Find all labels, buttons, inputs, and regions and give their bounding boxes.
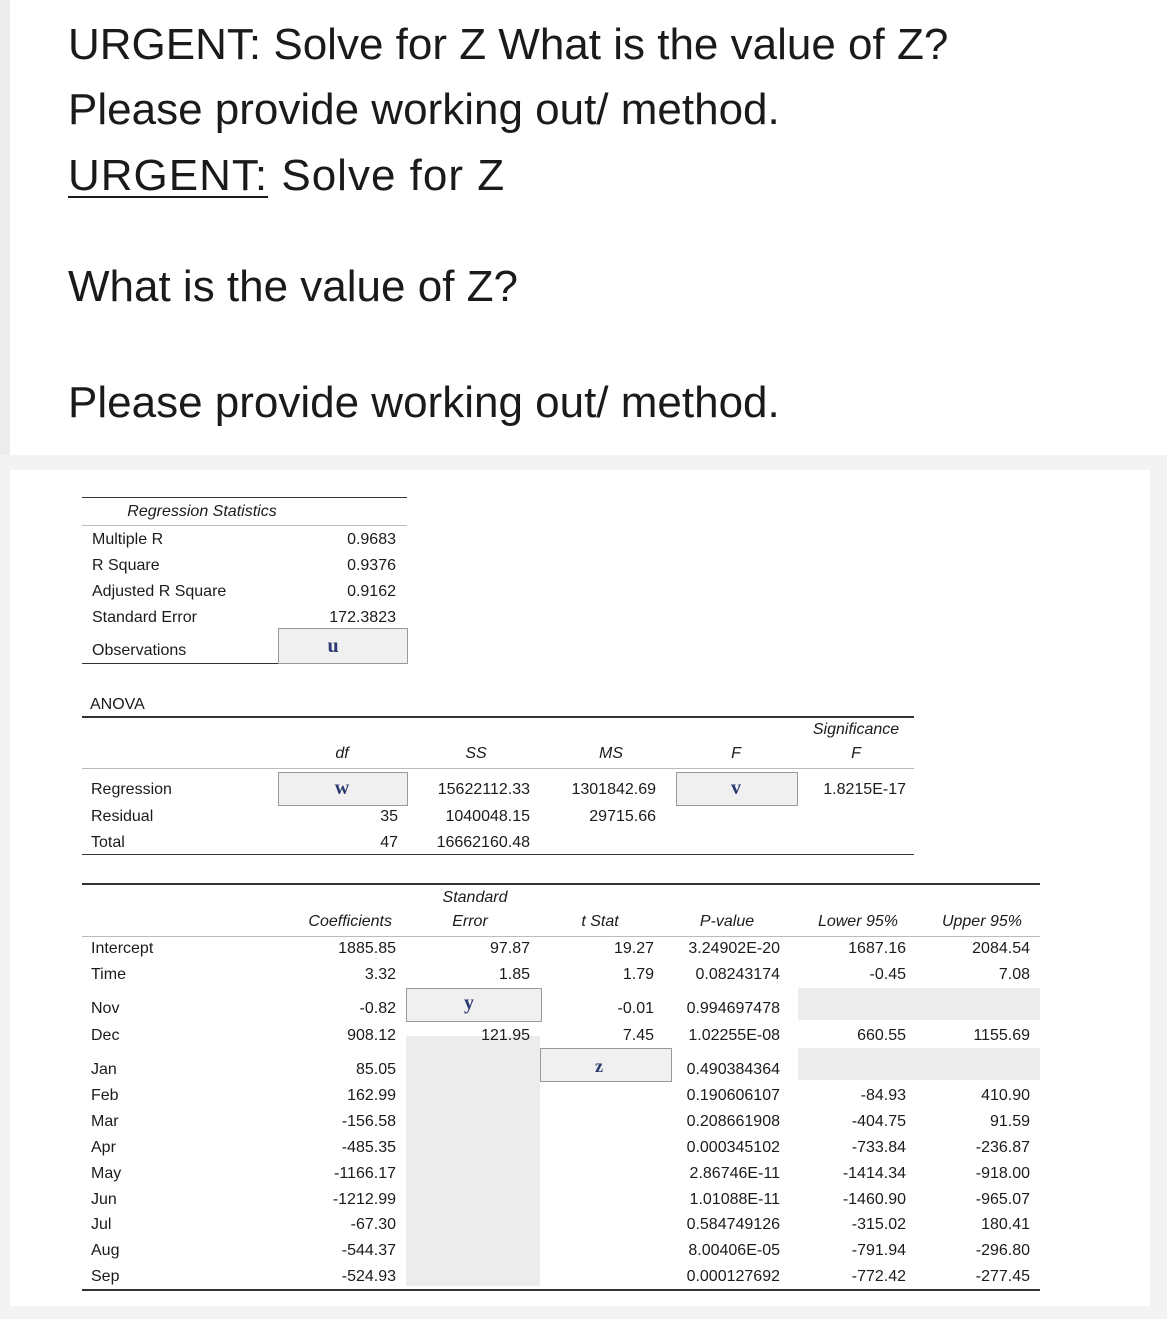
- coef-value: 162.99: [347, 1087, 396, 1104]
- coef-row-label: May: [91, 1165, 122, 1182]
- regstats-label: R Square: [92, 557, 160, 574]
- coef-upper95: 2084.54: [972, 940, 1030, 957]
- coef-row-label: Time: [91, 966, 126, 983]
- coef-row-label: Jul: [91, 1216, 112, 1233]
- coef-pvalue: 0.490384364: [686, 1061, 780, 1078]
- regstats-value: 0.9683: [347, 531, 396, 548]
- coef-value: 85.05: [355, 1061, 396, 1078]
- coef-pvalue: 0.000127692: [686, 1268, 780, 1285]
- coef-upper95: -918.00: [975, 1165, 1030, 1182]
- anova-row-label: Regression: [91, 781, 172, 798]
- coef-lower95: -791.94: [851, 1242, 906, 1259]
- coef-pvalue: 2.86746E-11: [689, 1165, 780, 1182]
- anova-header-significance-f: F: [851, 745, 861, 762]
- anova-title: ANOVA: [90, 696, 145, 713]
- coef-upper95: 180.41: [981, 1216, 1030, 1233]
- regstats-label: Standard Error: [92, 609, 197, 626]
- coef-pvalue: 0.08243174: [695, 966, 780, 983]
- coef-header-upper95: Upper 95%: [941, 913, 1022, 930]
- anova-ss: 15622112.33: [437, 781, 530, 798]
- regstats-value: 0.9376: [347, 557, 396, 574]
- coef-se: 121.95: [481, 1027, 530, 1044]
- question-subtitle: [68, 148, 505, 204]
- anova-row-label: Residual: [91, 808, 154, 825]
- anova-header-ss: SS: [465, 745, 487, 762]
- coef-top-rule: [82, 883, 1040, 885]
- coef-row-label: Jan: [91, 1061, 117, 1078]
- anova-ms: 29715.66: [589, 808, 656, 825]
- anova-df-unknown-w: w: [334, 777, 350, 799]
- coef-row-label: Sep: [91, 1268, 120, 1285]
- blank-jan-ci-region: [798, 1048, 1040, 1080]
- jan-tstat-cell: [540, 1048, 672, 1082]
- coef-row-label: Nov: [91, 1000, 120, 1017]
- coef-row-label: Aug: [91, 1242, 120, 1259]
- coef-upper95: 91.59: [989, 1113, 1030, 1130]
- coef-pvalue: 0.584749126: [686, 1216, 780, 1233]
- coef-value: 3.32: [364, 966, 396, 983]
- regstats-bottom-rule: [82, 663, 278, 664]
- question-line-1: What is the value of Z?: [68, 262, 518, 311]
- coef-header-coefficients: Coefficients: [308, 913, 392, 930]
- anova-df: 35: [380, 808, 398, 825]
- coef-se-unknown-y: y: [464, 992, 474, 1014]
- regstats-top-rule: [82, 497, 407, 498]
- coef-lower95: -733.84: [851, 1139, 906, 1156]
- regstats-label: Adjusted R Square: [92, 583, 227, 600]
- question-subtitle-prefix: URGENT:: [68, 151, 269, 200]
- coef-pvalue: 0.000345102: [686, 1139, 780, 1156]
- question-subtitle-rest: Solve for Z: [268, 151, 506, 200]
- coef-lower95: -404.75: [851, 1113, 906, 1130]
- coef-row-label: Apr: [91, 1139, 116, 1156]
- coef-row-label: Intercept: [91, 940, 154, 957]
- coef-upper95: -236.87: [975, 1139, 1030, 1156]
- coef-se: 97.87: [489, 940, 530, 957]
- coef-upper95: 1155.69: [973, 1027, 1030, 1044]
- coef-value: -1166.17: [334, 1165, 396, 1182]
- coef-lower95: 1687.16: [848, 940, 906, 957]
- coef-pvalue: 8.00406E-05: [688, 1242, 780, 1259]
- anova-significance: 1.8215E-17: [823, 781, 906, 798]
- question-title: URGENT: Solve for Z What is the value of Z? Please provide working out/ method.: [68, 20, 949, 134]
- coef-bottom-rule: [82, 1289, 1040, 1291]
- coef-row-label: Mar: [91, 1113, 119, 1130]
- coef-lower95: 660.55: [857, 1027, 906, 1044]
- anova-header-df: df: [335, 745, 349, 762]
- coef-row-label: Feb: [91, 1087, 119, 1104]
- coef-pvalue: 0.190606107: [686, 1087, 780, 1104]
- coef-pvalue: 0.208661908: [686, 1113, 780, 1130]
- blank-nov-ci-region: [798, 988, 1040, 1020]
- coef-header-rule: [82, 936, 1040, 937]
- anova-ss: 16662160.48: [436, 834, 530, 851]
- anova-header-f: F: [731, 745, 741, 762]
- coef-header-standard: Standard: [442, 889, 508, 906]
- regstats-label: Multiple R: [92, 531, 164, 548]
- coef-value: -0.82: [359, 1000, 396, 1017]
- coef-value: -67.30: [350, 1216, 396, 1233]
- anova-bottom-rule: [82, 854, 914, 855]
- coef-value: -156.58: [341, 1113, 396, 1130]
- coef-value: -485.35: [341, 1139, 396, 1156]
- coef-lower95: -84.93: [860, 1087, 906, 1104]
- anova-row-label: Total: [91, 834, 125, 851]
- coef-upper95: 410.90: [981, 1087, 1030, 1104]
- coef-lower95: -1414.34: [842, 1165, 906, 1182]
- coef-value: -544.37: [341, 1242, 396, 1259]
- observations-unknown-u: u: [327, 635, 339, 657]
- coef-row-label: Jun: [91, 1191, 117, 1208]
- coef-tstat: 1.79: [622, 966, 654, 983]
- regstats-value: 172.3823: [329, 609, 396, 626]
- coef-value: -1212.99: [332, 1191, 396, 1208]
- coef-lower95: -1460.90: [842, 1191, 906, 1208]
- coef-upper95: -277.45: [975, 1268, 1030, 1285]
- coef-value: 1885.85: [338, 940, 396, 957]
- coef-lower95: -772.42: [851, 1268, 906, 1285]
- blank-se-region: [406, 1036, 540, 1286]
- coef-header-pvalue: P-value: [699, 913, 755, 930]
- regression-output-sheet: [10, 470, 1150, 1306]
- regstats-value: 0.9162: [347, 583, 396, 600]
- coef-lower95: -315.02: [851, 1216, 906, 1233]
- anova-header-significance: Significance: [812, 721, 900, 738]
- anova-df: 47: [380, 834, 398, 851]
- coef-lower95: -0.45: [869, 966, 906, 983]
- coef-pvalue: 3.24902E-20: [688, 940, 780, 957]
- question-line-2: Please provide working out/ method.: [68, 378, 780, 427]
- anova-header-rule: [82, 768, 914, 769]
- regstats-header: Regression Statistics: [127, 503, 277, 520]
- anova-f-unknown-v: v: [731, 777, 741, 799]
- regstats-header-rule: [82, 525, 407, 526]
- regstats-label: Observations: [92, 642, 187, 659]
- coef-value: -524.93: [341, 1268, 396, 1285]
- coef-pvalue: 0.994697478: [686, 1000, 780, 1017]
- anova-header-ms: MS: [599, 745, 623, 762]
- coef-upper95: 7.08: [998, 966, 1030, 983]
- coef-pvalue: 1.02255E-08: [688, 1027, 780, 1044]
- coef-upper95: -296.80: [975, 1242, 1030, 1259]
- coef-row-label: Dec: [91, 1027, 120, 1044]
- coef-tstat: 19.27: [613, 940, 654, 957]
- coef-header-tstat: t Stat: [581, 913, 619, 930]
- anova-ms: 1301842.69: [571, 781, 656, 798]
- coef-tstat: 7.45: [622, 1027, 654, 1044]
- coef-pvalue: 1.01088E-11: [689, 1191, 780, 1208]
- coef-tstat: -0.01: [617, 1000, 654, 1017]
- coef-value: 908.12: [347, 1027, 396, 1044]
- coef-upper95: -965.07: [975, 1191, 1030, 1208]
- coef-header-error: Error: [452, 913, 488, 930]
- anova-ss: 1040048.15: [445, 808, 530, 825]
- nov-se-cell: [406, 988, 542, 1022]
- coef-header-lower95: Lower 95%: [817, 913, 898, 930]
- coef-tstat-unknown-z: z: [595, 1056, 603, 1076]
- anova-top-rule: [82, 716, 914, 718]
- coef-se: 1.85: [498, 966, 530, 983]
